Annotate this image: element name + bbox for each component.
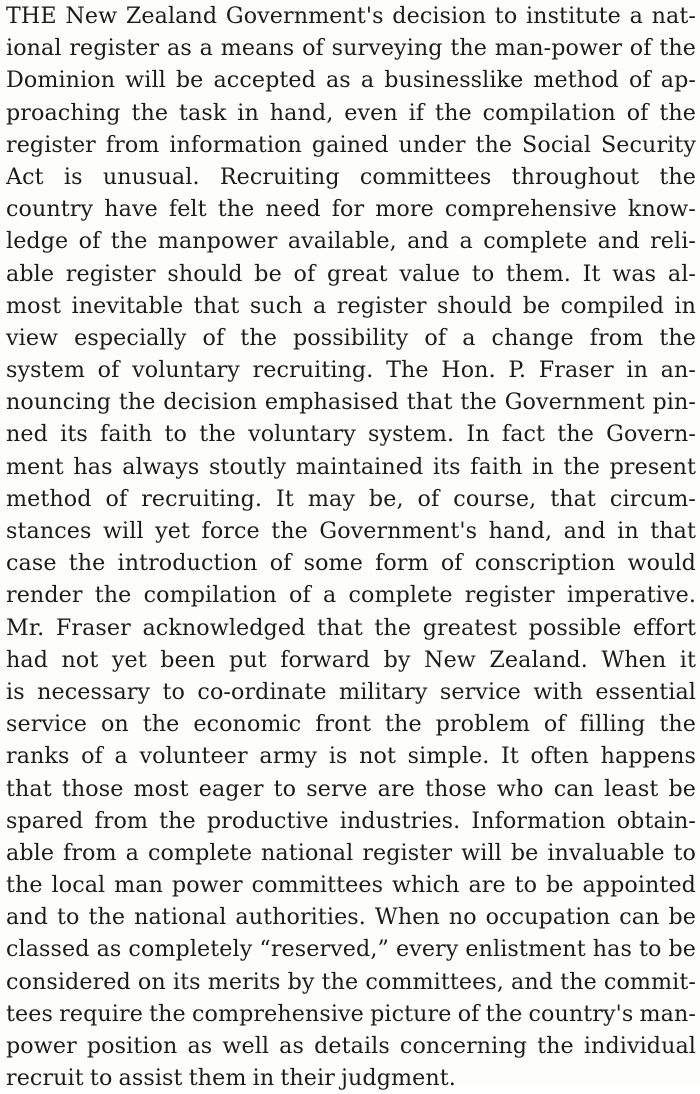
article-text-column	[6, 0, 696, 1094]
text-line: classed as completely “reserved,” every enlistment has to be	[6, 936, 696, 963]
text-line: power position as well as details concerning the individual	[6, 1033, 696, 1059]
text-line: is necessary to co-ordinate military service with essential	[6, 678, 696, 705]
text-line: had not yet been put forward by New Zealand. When it	[6, 646, 696, 673]
text-line: country have felt the need for more comprehensive know-	[6, 196, 696, 223]
text-line: and to the national authorities. When no occupation can be	[6, 904, 696, 931]
text-line: ledge of the manpower available, and a complete and reli-	[6, 228, 696, 255]
text-line: case the introduction of some form of conscription would	[6, 550, 696, 577]
text-line: ment has always stoutly maintained its faith in the present	[6, 453, 696, 480]
text-line: stances will yet force the Government's hand, and in that	[6, 518, 696, 544]
text-line: THE New Zealand Government's decision to institute a nat-	[6, 3, 696, 29]
text-line: able register should be of great value to them. It was al-	[6, 260, 696, 287]
text-line: Act is unusual. Recruiting committees throughout the	[6, 163, 696, 190]
text-line: Dominion will be accepted as a businesslike method of ap-	[6, 67, 696, 94]
text-line: ranks of a volunteer army is not simple. It often happens	[6, 743, 696, 770]
text-line-last: recruit to assist them in their judgment.	[6, 1065, 456, 1092]
text-line: that those most eager to serve are those who can least be	[6, 775, 696, 802]
text-line: method of recruiting. It may be, of course, that circum-	[6, 485, 696, 512]
text-line: the local man power committees which are to be appointed	[6, 872, 696, 899]
text-line: spared from the productive industries. Information obtain-	[6, 807, 696, 834]
text-line: register from information gained under the Social Security	[6, 131, 696, 158]
text-line: nouncing the decision emphasised that the Government pin-	[6, 389, 696, 416]
text-line: tees require the comprehensive picture of the country's man-	[6, 1000, 696, 1027]
text-line: service on the economic front the problem of filling the	[6, 711, 696, 738]
text-line: able from a complete national register will be invaluable to	[6, 839, 696, 866]
text-line: most inevitable that such a register should be compiled in	[6, 292, 696, 319]
text-line: Mr. Fraser acknowledged that the greatest possible effort	[6, 614, 696, 641]
text-line: ned its faith to the voluntary system. In fact the Govern-	[6, 421, 696, 448]
text-line: render the compilation of a complete register imperative.	[6, 582, 696, 609]
text-line: ional register as a means of surveying the man-power of the	[6, 35, 696, 62]
text-line: view especially of the possibility of a change from the	[6, 324, 696, 351]
text-line: system of voluntary recruiting. The Hon. P. Fraser in an-	[6, 357, 696, 384]
text-line: considered on its merits by the committees, and the commit-	[6, 968, 696, 995]
text-line: proaching the task in hand, even if the compilation of the	[6, 99, 696, 126]
